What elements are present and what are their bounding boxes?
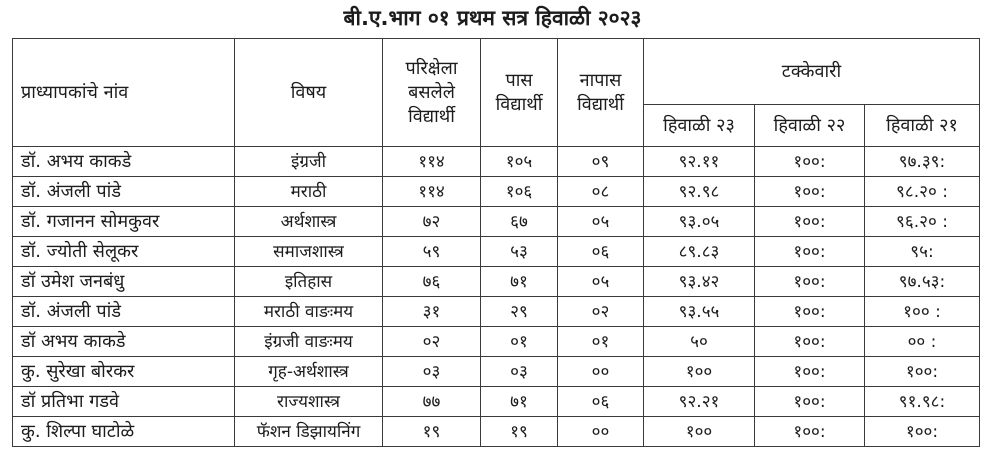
cell-name: डॉ उमेश जनबंधु [13,267,235,297]
cell-subject: गृह-अर्थशास्त्र [235,357,383,387]
cell-subject: समाजशास्त्र [235,237,383,267]
cell-winter-22: १००: [755,237,865,267]
header-winter-21: हिवाळी २१ [865,105,980,147]
cell-winter-21: ९७.५३: [865,267,980,297]
cell-winter-23: ९३.०५ [644,207,755,237]
cell-winter-23: ९२.२१ [644,387,755,417]
cell-winter-23: १०० [644,417,755,447]
cell-winter-21: १०० : [865,297,980,327]
header-percentage: टक्केवारी [644,39,980,105]
cell-fail: ०० [558,357,644,387]
cell-appeared: ७६ [383,267,481,297]
cell-subject: फॅशन डिझायनिंग [235,417,383,447]
cell-winter-21: ९१.९८: [865,387,980,417]
cell-appeared: ११४ [383,147,481,177]
results-table [12,38,980,447]
cell-winter-22: १००: [755,207,865,237]
cell-winter-22: १००: [755,417,865,447]
header-appeared: परिक्षेला बसलेले विद्यार्थी [383,39,481,147]
cell-subject: इंग्रजी [235,147,383,177]
cell-fail: ०६ [558,387,644,417]
cell-name: डॉ. अंजली पांडे [13,177,235,207]
cell-fail: ०८ [558,177,644,207]
cell-subject: राज्यशास्त्र [235,387,383,417]
cell-pass: ६७ [481,207,558,237]
table-row [13,237,980,267]
cell-name: कु. शिल्पा घाटोळे [13,417,235,447]
cell-fail: ०९ [558,147,644,177]
cell-winter-21: ०० : [865,327,980,357]
cell-subject: इंग्रजी वाङःमय [235,327,383,357]
cell-pass: ०३ [481,357,558,387]
cell-winter-23: ८९.८३ [644,237,755,267]
cell-winter-22: १००: [755,327,865,357]
cell-winter-21: ९५: [865,237,980,267]
cell-winter-22: १००: [755,267,865,297]
cell-winter-21: १००: [865,357,980,387]
cell-fail: ०२ [558,297,644,327]
cell-appeared: ३१ [383,297,481,327]
cell-pass: १०६ [481,177,558,207]
cell-subject: मराठी वाङःमय [235,297,383,327]
cell-fail: ०० [558,417,644,447]
cell-name: डॉ. अभय काकडे [13,147,235,177]
cell-pass: १०५ [481,147,558,177]
header-pass: पास विद्यार्थी [481,39,558,147]
table-row [13,387,980,417]
cell-pass: १९ [481,417,558,447]
cell-pass: ५३ [481,237,558,267]
cell-appeared: १९ [383,417,481,447]
header-row [13,39,980,105]
cell-winter-22: १००: [755,147,865,177]
cell-fail: ०६ [558,237,644,267]
header-winter-23: हिवाळी २३ [644,105,755,147]
cell-fail: ०१ [558,327,644,357]
cell-subject: इतिहास [235,267,383,297]
cell-winter-23: ९२.११ [644,147,755,177]
page-title: बी.ए.भाग ०१ प्रथम सत्र हिवाळी २०२३ [343,6,642,30]
cell-appeared: ०२ [383,327,481,357]
cell-name: डॉ प्रतिभा गडवे [13,387,235,417]
table-row [13,177,980,207]
cell-pass: ७१ [481,267,558,297]
cell-winter-22: १००: [755,357,865,387]
cell-winter-22: १००: [755,177,865,207]
table-row [13,267,980,297]
cell-winter-23: १०० [644,357,755,387]
table-row [13,147,980,177]
cell-pass: ०१ [481,327,558,357]
cell-pass: ७१ [481,387,558,417]
cell-winter-21: ९८.२० : [865,177,980,207]
cell-fail: ०५ [558,267,644,297]
cell-fail: ०५ [558,207,644,237]
cell-pass: २९ [481,297,558,327]
cell-winter-22: १००: [755,297,865,327]
cell-appeared: ७२ [383,207,481,237]
table-row [13,327,980,357]
cell-name: डॉ. अंजली पांडे [13,297,235,327]
cell-winter-23: ९३.४२ [644,267,755,297]
cell-subject: अर्थशास्त्र [235,207,383,237]
cell-winter-21: ९७.३९: [865,147,980,177]
table-row [13,417,980,447]
cell-winter-22: १००: [755,387,865,417]
header-winter-22: हिवाळी २२ [755,105,865,147]
cell-name: कु. सुरेखा बोरकर [13,357,235,387]
cell-appeared: ५९ [383,237,481,267]
cell-appeared: ७७ [383,387,481,417]
table-row [13,207,980,237]
cell-name: डॉ. गजानन सोमकुवर [13,207,235,237]
header-fail: नापास विद्यार्थी [558,39,644,147]
cell-name: डॉ अभय काकडे [13,327,235,357]
cell-subject: मराठी [235,177,383,207]
header-subject: विषय [235,39,383,147]
cell-name: डॉ. ज्योती सेलूकर [13,237,235,267]
cell-appeared: ११४ [383,177,481,207]
table-row [13,357,980,387]
cell-winter-21: ९६.२० : [865,207,980,237]
cell-winter-23: ९२.९८ [644,177,755,207]
cell-winter-23: ९३.५५ [644,297,755,327]
header-name: प्राध्यापकांचे नांव [13,39,235,147]
cell-winter-21: १००: [865,417,980,447]
table-row [13,297,980,327]
cell-winter-23: ५० [644,327,755,357]
cell-appeared: ०३ [383,357,481,387]
